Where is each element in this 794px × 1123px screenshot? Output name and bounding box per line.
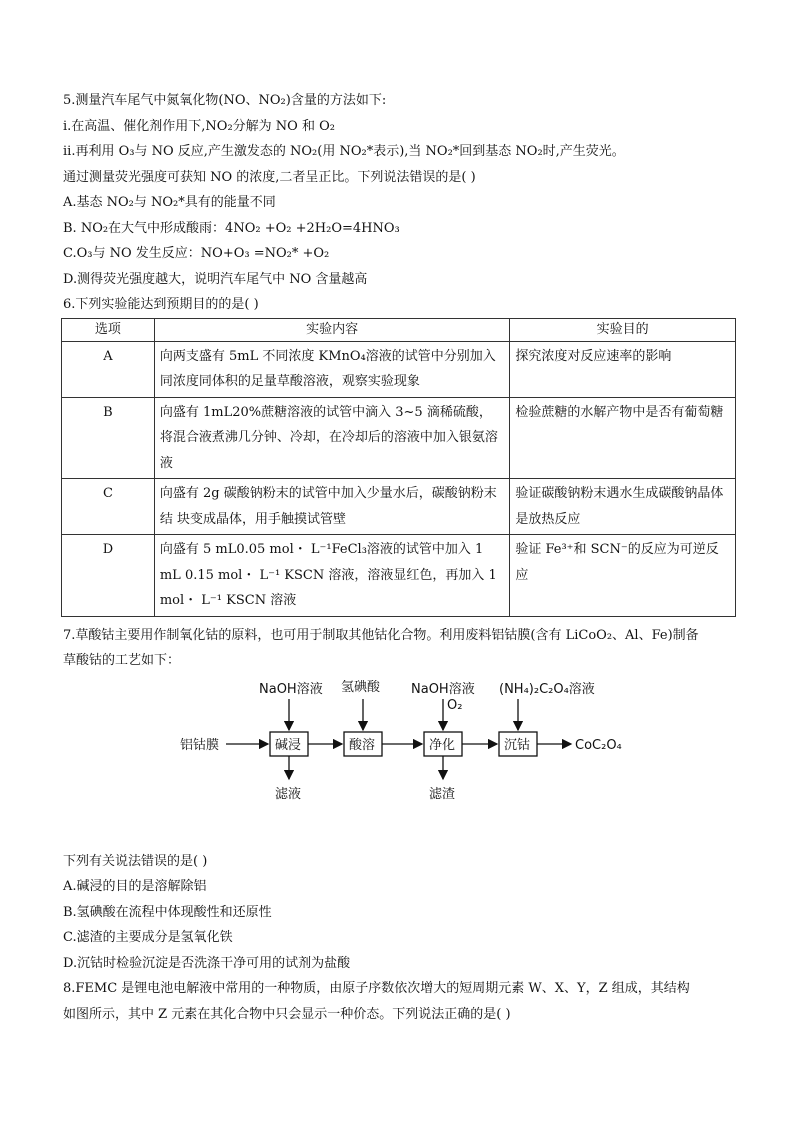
q5-option-a: A.基态 NO₂与 NO₂*具有的能量不同	[63, 195, 276, 210]
table-header-row	[62, 318, 736, 341]
row-option: C	[62, 479, 155, 535]
reagent-naoh-2: NaOH溶液	[411, 681, 475, 697]
table-row	[62, 479, 736, 535]
q8-stem-line-1: 8.FEMC 是锂电池电解液中常用的一种物质，由原子序数依次增大的短周期元素 W、X、Y，Z 组成，其结构	[63, 981, 690, 996]
question-7	[63, 623, 743, 977]
row-option: D	[62, 535, 155, 617]
q5-stem: 5.测量汽车尾气中氮氧化物(NO、NO₂)含量的方法如下:	[63, 93, 387, 108]
reagent-naoh-1: NaOH溶液	[259, 681, 323, 697]
q5-step-1: i.在高温、催化剂作用下,NO₂分解为 NO 和 O₂	[63, 118, 335, 134]
flow-input-label: 铝钴膜	[180, 737, 220, 753]
row-goal: 验证 Fe³⁺和 SCN⁻的反应为可逆反应	[510, 535, 736, 617]
row-content: 向盛有 5 mL0.05 mol・ L⁻¹FeCl₃溶液的试管中加入 1 mL 0.15 mol・ L⁻¹ KSCN 溶液，溶液显红色，再加入 1 mol・ L⁻¹ KSCN 溶液	[154, 535, 509, 617]
flow-product-label: CoC₂O₄	[575, 737, 622, 753]
header-option: 选项	[62, 318, 155, 341]
row-content: 向盛有 2g 碳酸钠粉末的试管中加入少量水后，碳酸钠粉末结 块变成晶体，用手触摸试管壁	[154, 479, 509, 535]
q7-option-a: A.碱浸的目的是溶解除铝	[63, 879, 207, 894]
q5-option-b: B. NO₂在大气中形成酸雨：4NO₂ +O₂ +2H₂O=4HNO₃	[63, 220, 400, 236]
row-option: A	[62, 341, 155, 397]
q5-step-3: 通过测量荧光强度可获知 NO 的浓度,二者呈正比。下列说法错误的是( )	[63, 169, 476, 185]
q7-option-c: C.滤渣的主要成分是氢氧化铁	[63, 930, 233, 945]
table-row	[62, 397, 736, 479]
q7-stem-line-2: 草酸钴的工艺如下：	[63, 653, 181, 668]
question-5	[63, 88, 743, 292]
header-goal: 实验目的	[510, 318, 736, 341]
reagent-ammonium-oxalate: (NH₄)₂C₂O₄溶液	[499, 681, 595, 697]
q6-stem: 6.下列实验能达到预期目的的是( )	[63, 297, 259, 312]
reagent-hydroiodic-acid: 氢碘酸	[341, 679, 381, 695]
experiment-table	[61, 318, 736, 617]
q5-step-2: ii.再利用 O₃与 NO 反应,产生激发态的 NO₂(用 NO₂*表示),当 NO₂*回到基态 NO₂时,产生荧光。	[63, 144, 625, 159]
row-option: B	[62, 397, 155, 479]
flow-svg	[63, 680, 743, 845]
question-8	[63, 976, 743, 1027]
q7-stem-line-1: 7.草酸钴主要用作制氧化钴的原料，也可用于制取其他钴化合物。利用废料铝钴膜(含有 LiCoO₂、Al、Fe)制备	[63, 627, 699, 643]
q8-stem-line-2: 如图所示，其中 Z 元素在其化合物中只会显示一种价态。下列说法正确的是( )	[63, 1006, 511, 1022]
table-row	[62, 341, 736, 397]
document-page	[63, 88, 743, 1027]
step-label-acid-dissolve: 酸溶	[349, 737, 376, 753]
output-filtrate: 滤液	[275, 786, 302, 802]
q5-option-c: C.O₃与 NO 发生反应：NO+O₃ =NO₂* +O₂	[63, 246, 330, 261]
reagent-oxygen: O₂	[447, 697, 463, 713]
question-6	[63, 292, 743, 617]
step-label-purify: 净化	[429, 737, 456, 753]
row-goal: 检验蔗糖的水解产物中是否有葡萄糖	[510, 397, 736, 479]
row-content: 向两支盛有 5mL 不同浓度 KMnO₄溶液的试管中分别加入同浓度同体积的足量草酸溶液，观察实验现象	[154, 341, 509, 397]
q7-option-b: B.氢碘酸在流程中体现酸性和还原性	[63, 904, 272, 920]
q5-option-d: D.测得荧光强度越大，说明汽车尾气中 NO 含量越高	[63, 271, 368, 287]
step-label-precipitate-cobalt: 沉钴	[504, 737, 531, 753]
row-goal: 探究浓度对反应速率的影响	[510, 341, 736, 397]
row-content: 向盛有 1mL20%蔗糖溶液的试管中滴入 3~5 滴稀硫酸，将混合液煮沸几分钟、冷却，在冷却后的溶液中加入银氨溶液	[154, 397, 509, 479]
q7-question: 下列有关说法错误的是( )	[63, 853, 208, 869]
output-residue: 滤渣	[429, 786, 456, 802]
process-flow-diagram	[63, 680, 743, 845]
header-content: 实验内容	[154, 318, 509, 341]
q7-option-d: D.沉钴时检验沉淀是否洗涤干净可用的试剂为盐酸	[63, 955, 351, 971]
row-goal: 验证碳酸钠粉末遇水生成碳酸钠晶体是放热反应	[510, 479, 736, 535]
step-label-alkali-leach: 碱浸	[275, 737, 302, 753]
table-row	[62, 535, 736, 617]
